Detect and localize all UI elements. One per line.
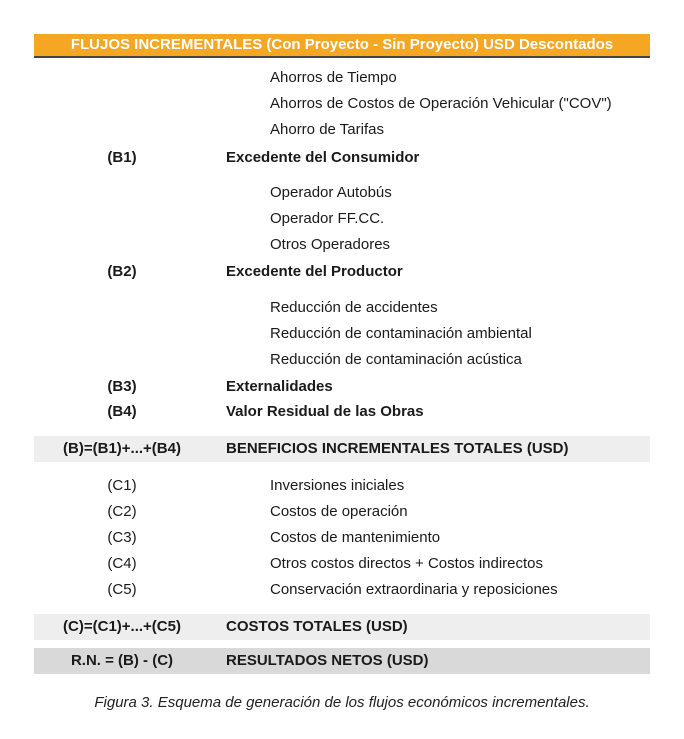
figure-caption: Figura 3. Esquema de generación de los flujos económicos incrementales. <box>94 694 590 711</box>
table-title-banner: FLUJOS INCREMENTALES (Con Proyecto - Sin Proyecto) USD Descontados <box>34 34 650 58</box>
cost-label: Otros costos directos + Costos indirectos <box>270 555 544 572</box>
costs-total-code: (C)=(C1)+...+(C5) <box>63 618 181 635</box>
list-item <box>34 181 650 205</box>
b4-label: Valor Residual de las Obras <box>226 403 424 420</box>
list-item <box>34 296 650 320</box>
cost-label: Conservación extraordinaria y reposiciones <box>270 581 558 598</box>
b1-row <box>34 146 650 170</box>
list-item <box>34 207 650 231</box>
table-row <box>34 500 650 524</box>
b3-item-label: Reducción de contaminación acústica <box>270 351 522 368</box>
b3-row <box>34 375 650 399</box>
b4-code: (B4) <box>107 403 137 420</box>
list-item <box>34 322 650 346</box>
b3-item-label: Reducción de accidentes <box>270 299 438 316</box>
costs-total-row <box>34 614 650 640</box>
list-item <box>34 118 650 142</box>
benefits-total-code: (B)=(B1)+...+(B4) <box>63 440 181 457</box>
cost-label: Costos de mantenimiento <box>270 529 441 546</box>
cost-code: (C3) <box>107 529 137 546</box>
net-results-code: R.N. = (B) - (C) <box>70 652 174 669</box>
benefits-total-label: BENEFICIOS INCREMENTALES TOTALES (USD) <box>226 440 569 457</box>
list-item <box>34 348 650 372</box>
b4-row <box>34 400 650 424</box>
b2-item-label: Otros Operadores <box>270 236 391 253</box>
list-item <box>34 66 650 90</box>
b1-item-label: Ahorros de Costos de Operación Vehicular ("COV") <box>270 95 612 112</box>
costs-total-label: COSTOS TOTALES (USD) <box>226 618 408 635</box>
table-row <box>34 552 650 576</box>
cost-code: (C1) <box>107 477 137 494</box>
b1-item-label: Ahorros de Tiempo <box>270 69 397 86</box>
table-row <box>34 526 650 550</box>
cost-code: (C4) <box>107 555 137 572</box>
cost-label: Inversiones iniciales <box>270 477 405 494</box>
b2-item-label: Operador FF.CC. <box>270 210 385 227</box>
list-item <box>34 233 650 257</box>
benefits-total-row <box>34 436 650 462</box>
b1-label: Excedente del Consumidor <box>226 149 420 166</box>
b2-code: (B2) <box>107 263 137 280</box>
cost-label: Costos de operación <box>270 503 408 520</box>
b3-code: (B3) <box>107 378 137 395</box>
table-row <box>34 578 650 602</box>
b1-code: (B1) <box>107 149 137 166</box>
b2-label: Excedente del Productor <box>226 263 403 280</box>
b2-row <box>34 260 650 284</box>
b3-label: Externalidades <box>226 378 333 395</box>
table-row <box>34 474 650 498</box>
b2-item-label: Operador Autobús <box>270 184 392 201</box>
b1-item-label: Ahorro de Tarifas <box>270 121 384 138</box>
net-results-label: RESULTADOS NETOS (USD) <box>226 652 429 669</box>
cost-code: (C5) <box>107 581 137 598</box>
list-item <box>34 92 650 116</box>
net-results-row <box>34 648 650 674</box>
cost-code: (C2) <box>107 503 137 520</box>
b3-item-label: Reducción de contaminación ambiental <box>270 325 532 342</box>
